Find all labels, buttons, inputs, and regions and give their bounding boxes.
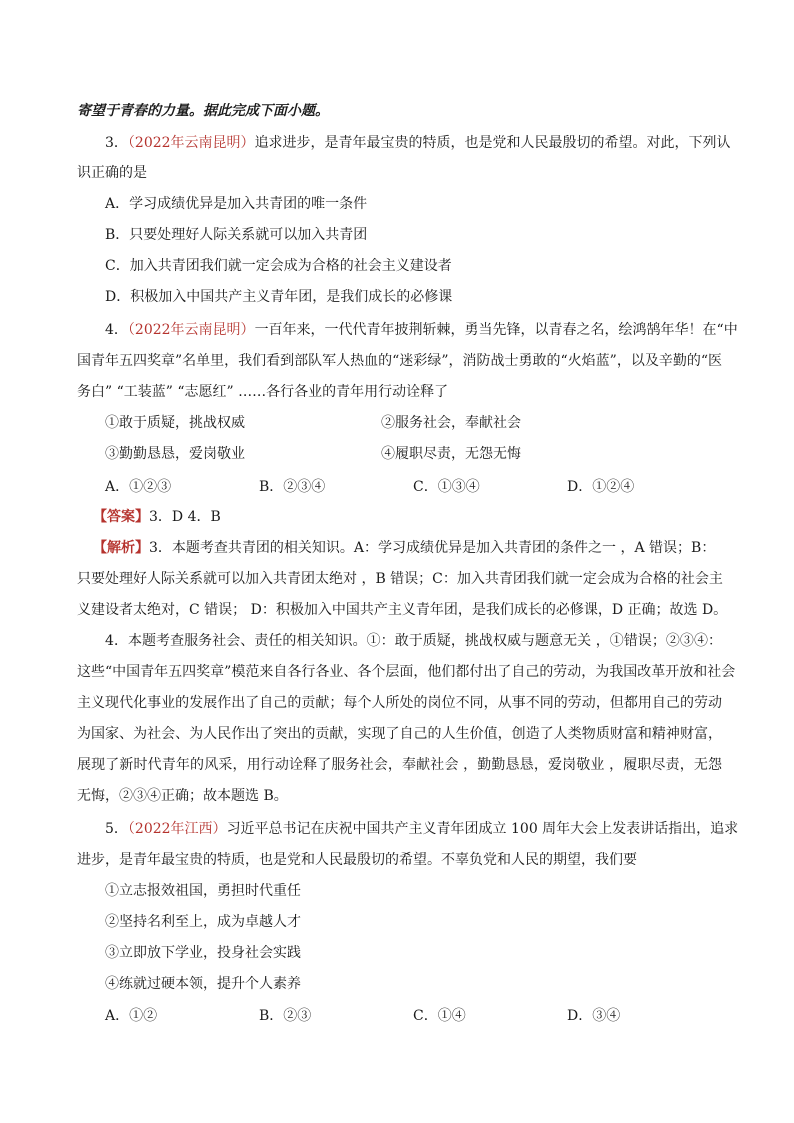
q5-choices [105,1006,625,1026]
analysis-p1-line1: 3．本题考查共青团的相关知识。A：学习成绩优异是加入共青团的条件之一 ，A 错误；B： [149,540,716,556]
analysis-p2-line4: 为国家、为社会、为人民作出了突出的贡献，实现了自己的人生价值，创造了人类物质财富和精神财富， [77,726,722,742]
q3-source: （2022年云南昆明） [127,135,255,151]
q5-item-3: ③立即放下学业，投身社会实践 [105,945,301,961]
q5-choice-d: D．③④ [567,1008,621,1024]
q4-item-4: ④履职尽责，无怨无悔 [381,446,521,462]
q4-stem-line3: 务白” “工装蓝” “志愿红” ……各行各业的青年用行动诠释了 [77,384,449,400]
q5-stem-line1: 习近平总书记在庆祝中国共产主义青年团成立 100 周年大会上发表讲话指出，追求 [226,821,739,837]
q4-choice-a: A．①②③ [105,479,172,495]
q5-stem [105,819,739,839]
answer-tag: 【答案】 [93,509,149,525]
q4-stem-line1: 一百年来，一代代青年披荆斩棘，勇当先锋，以青春之名，绘鸿鹄年华！在“中 [254,322,738,338]
q5-stem-line2: 进步，是青年最宝贵的特质，也是党和人民最殷切的希望。不辜负党和人民的期望，我们要 [77,852,637,868]
q4-number: 4． [105,322,128,338]
q4-item-3: ③勤勤恳恳，爱岗敬业 [105,446,245,462]
analysis-p2-line1: 4．本题考查服务社会、责任的相关知识。①：敢于质疑，挑战权威与题意无关 ，①错误；②③④： [105,633,722,649]
q5-item-1: ①立志报效祖国，勇担时代重任 [105,883,301,899]
q4-item-2: ②服务社会，奉献社会 [381,415,521,431]
q5-source: （2022年江西） [127,821,227,837]
q3-number: 3． [105,135,128,151]
analysis-line1 [93,538,722,558]
q3-stem-line2: 识正确的是 [77,165,147,181]
q4-choice-b: B．②③④ [259,479,326,495]
analysis-p2-line5: 展现了新时代青年的风采，用行动诠释了服务社会，奉献社会 ，勤勤恳恳，爱岗敬业 ，履职尽责，无怨 [77,757,722,773]
q4-choice-d: D．①②④ [567,479,635,495]
q5-item-4: ④练就过硬本领，提升个人素养 [105,976,301,992]
q5-number: 5． [105,821,128,837]
q3-stem-line1: 追求进步，是青年最宝贵的特质，也是党和人民最殷切的希望。对此，下列认 [254,135,731,151]
q3-option-b: B．只要处理好人际关系就可以加入共青团 [105,227,368,243]
q4-source: （2022年云南昆明） [127,322,255,338]
q3-option-d: D．积极加入中国共产主义青年团，是我们成长的必修课 [105,289,453,305]
q5-choice-b: B．②③ [259,1008,312,1024]
section-intro: 寄望于青春的力量。据此完成下面小题。 [77,103,329,119]
q4-choices [105,477,635,497]
q5-item-2: ②坚持名利至上，成为卓越人才 [105,914,301,930]
q3-option-c: C．加入共青团我们就一定会成为合格的社会主义建设者 [105,258,452,274]
q4-item-1: ①敢于质疑，挑战权威 [105,415,245,431]
q4-choice-c: C．①③④ [413,479,480,495]
answer-text: 3．D 4．B [149,509,221,525]
analysis-tag: 【解析】 [93,540,149,556]
q3-stem [105,133,731,153]
analysis-p1-line2: 只要处理好人际关系就可以加入共青团太绝对 ，B 错误；C：加入共青团我们就一定会成为合格的社会主 [77,571,723,587]
answer-line [93,507,738,527]
analysis-p2-line3: 主义现代化事业的发展作出了自己的贡献；每个人所处的岗位不同，从事不同的劳动，但都用自己的劳动 [77,695,722,711]
analysis-p1-line3: 义建设者太绝对，C 错误； D：积极加入中国共产主义青年团，是我们成长的必修课，D 正确；故选 D。 [77,602,728,618]
analysis-p2-line2: 这些“中国青年五四奖章”模范来自各行各业、各个层面，他们都付出了自己的劳动，为我国改革开放和社会 [77,664,736,680]
q5-choice-a: A．①② [105,1008,158,1024]
analysis-p2-line6: 无悔，②③④正确；故本题选 B。 [77,788,288,804]
q4-stem [105,320,738,340]
q5-choice-c: C．①④ [413,1008,466,1024]
q4-stem-line2: 国青年五四奖章”名单里，我们看到部队军人热血的“迷彩绿”，消防战士勇敢的“火焰蓝”，以及辛勤的“医 [77,353,722,369]
q3-option-a: A．学习成绩优异是加入共青团的唯一条件 [105,196,368,212]
